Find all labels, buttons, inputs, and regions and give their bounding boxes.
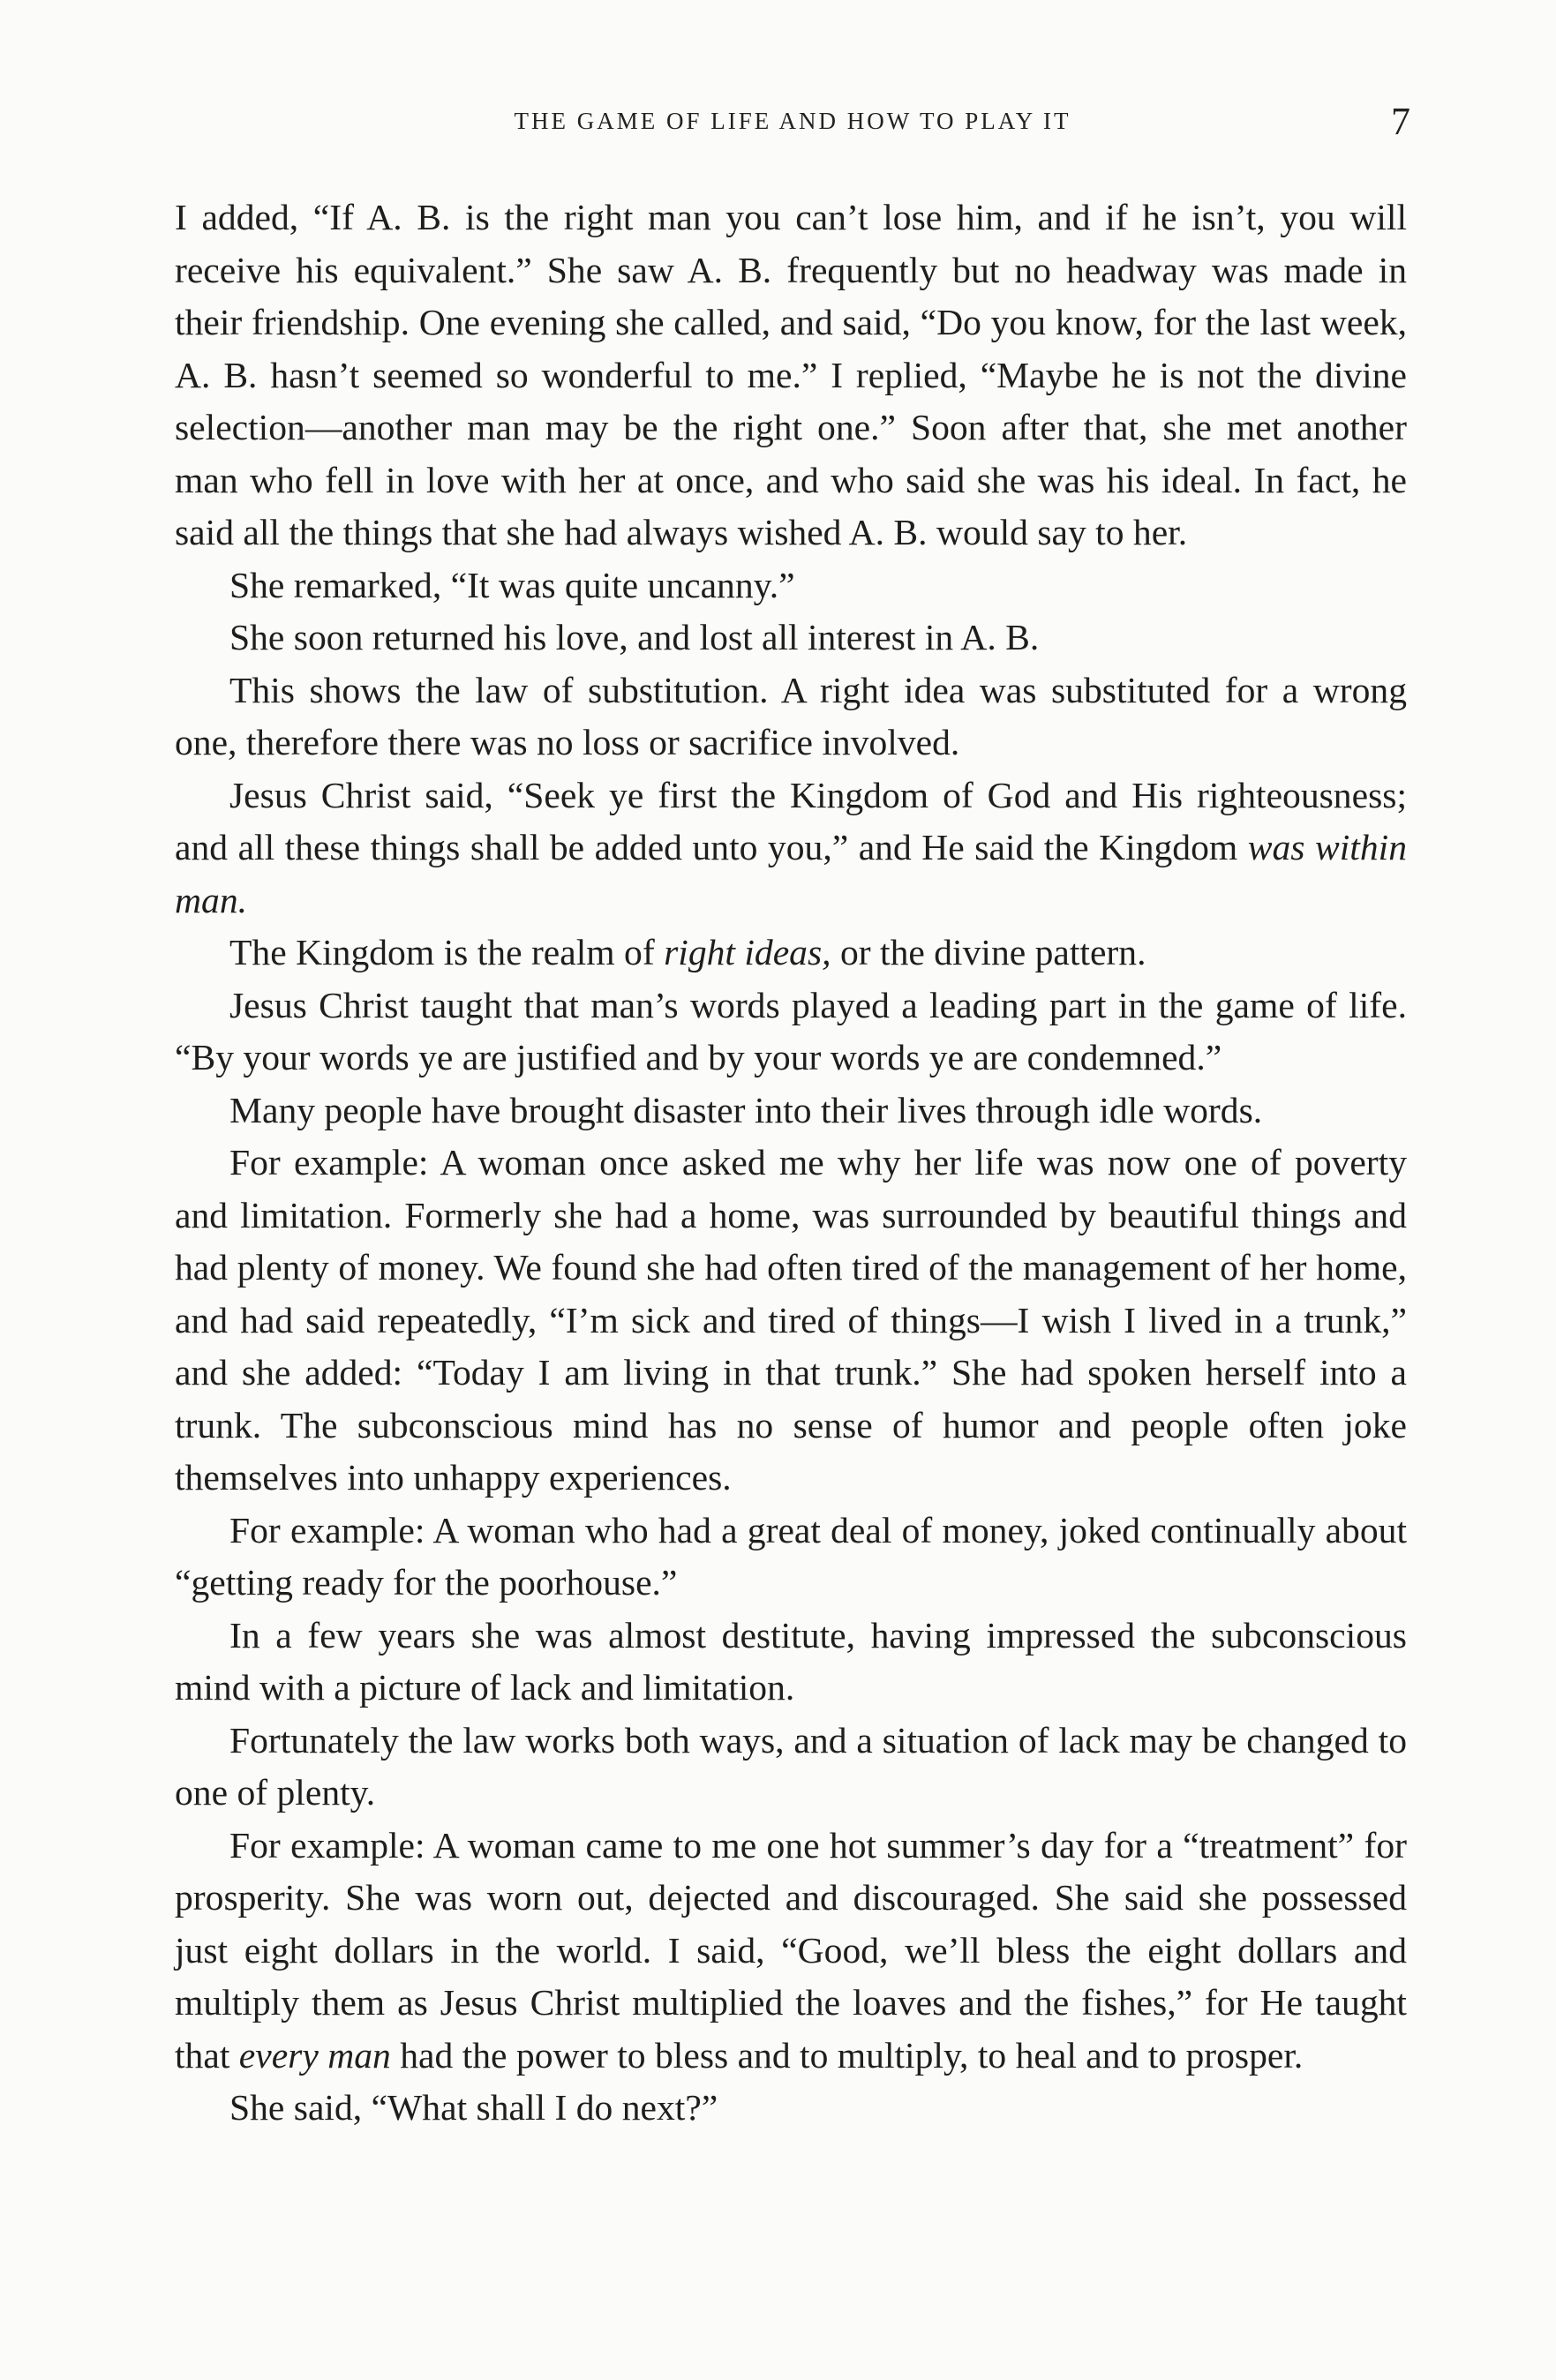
paragraph: For example: A woman once asked me why her life was now one of poverty and limitation. Formerly she had a home, was surrounded by beautiful things and had plenty of money. We found she had often tired of the management of her home, and had said repeatedly, “I’m sick and tired of things—I wish I lived in a trunk,” and she added: “Today I am living in that trunk.” She had spoken herself into a trunk. The subconscious mind has no sense of humor and people often joke themselves into unhappy experiences. bbox=[175, 1142, 1407, 1498]
paragraph: In a few years she was almost destitute, having impressed the subconscious mind with a picture of lack and limitation. bbox=[175, 1614, 1407, 1708]
running-head bbox=[175, 99, 1410, 143]
paragraph: Many people have brought disaster into their lives through idle words. bbox=[229, 1089, 1263, 1130]
page-number: 7 bbox=[1391, 100, 1410, 143]
running-title: THE GAME OF LIFE AND HOW TO PLAY IT bbox=[514, 108, 1071, 134]
paragraph: I added, “If A. B. is the right man you can’t lose him, and if he isn’t, you will receive his equivalent.” She saw A. B. frequently but no headway was made in their friendship. One evening she called, and said, “Do you know, for the last week, A. B. hasn’t seemed so wonderful to me.” I replied, “Maybe he is not the divine selection—another man may be the right one.” Soon after that, she met another man who fell in love with her at once, and who said she was his ideal. In fact, he said all the things that she had always wished A. B. would say to her. bbox=[175, 197, 1407, 552]
paragraph: She soon returned his love, and lost all interest in A. B. bbox=[229, 617, 1040, 657]
emphasis: right ideas, bbox=[664, 932, 831, 972]
paragraph: Jesus Christ taught that man’s words played a leading part in the game of life. “By your words ye are justified and by your words ye are condemned.” bbox=[175, 984, 1407, 1077]
paragraph: For example: A woman who had a great deal of money, joked continually about “getting ready for the poorhouse.” bbox=[175, 1509, 1407, 1603]
paragraph: Fortunately the law works both ways, and a situation of lack may be changed to one of plenty. bbox=[175, 1719, 1407, 1813]
paragraph: She said, “What shall I do next?” bbox=[229, 2087, 718, 2128]
paragraph-text: had the power to bless and to multiply, to heal and to prosper. bbox=[390, 2034, 1304, 2076]
paragraph bbox=[175, 927, 1407, 980]
paragraph bbox=[175, 770, 1407, 927]
paragraph-text: The Kingdom is the realm of bbox=[229, 932, 665, 972]
paragraph-text: For example: A woman came to me one hot summer’s day for a “treatment” for prosperity. She was worn out, dejected and discouraged. She said she possessed just eight dollars in the world. I said, “Good, we’ll bless the eight dollars and multiply them as Jesus Christ multiplied the loaves and the fishes,” for He taught that bbox=[175, 1824, 1407, 2076]
paragraph: She remarked, “It was quite uncanny.” bbox=[229, 564, 795, 605]
paragraph bbox=[175, 1820, 1407, 2083]
paragraph-text: or the divine pattern. bbox=[831, 932, 1146, 972]
paragraph-text: Jesus Christ said, “Seek ye first the Kingdom of God and His righteousness; and all these things shall be added unto you,” and He said the Kingdom bbox=[175, 774, 1407, 867]
paragraph: This shows the law of substitution. A right idea was substituted for a wrong one, therefore there was no loss or sacrifice involved. bbox=[175, 669, 1407, 762]
body-text bbox=[175, 191, 1407, 2135]
emphasis: every man bbox=[238, 2034, 391, 2076]
emphasis: was within man. bbox=[175, 827, 1407, 920]
